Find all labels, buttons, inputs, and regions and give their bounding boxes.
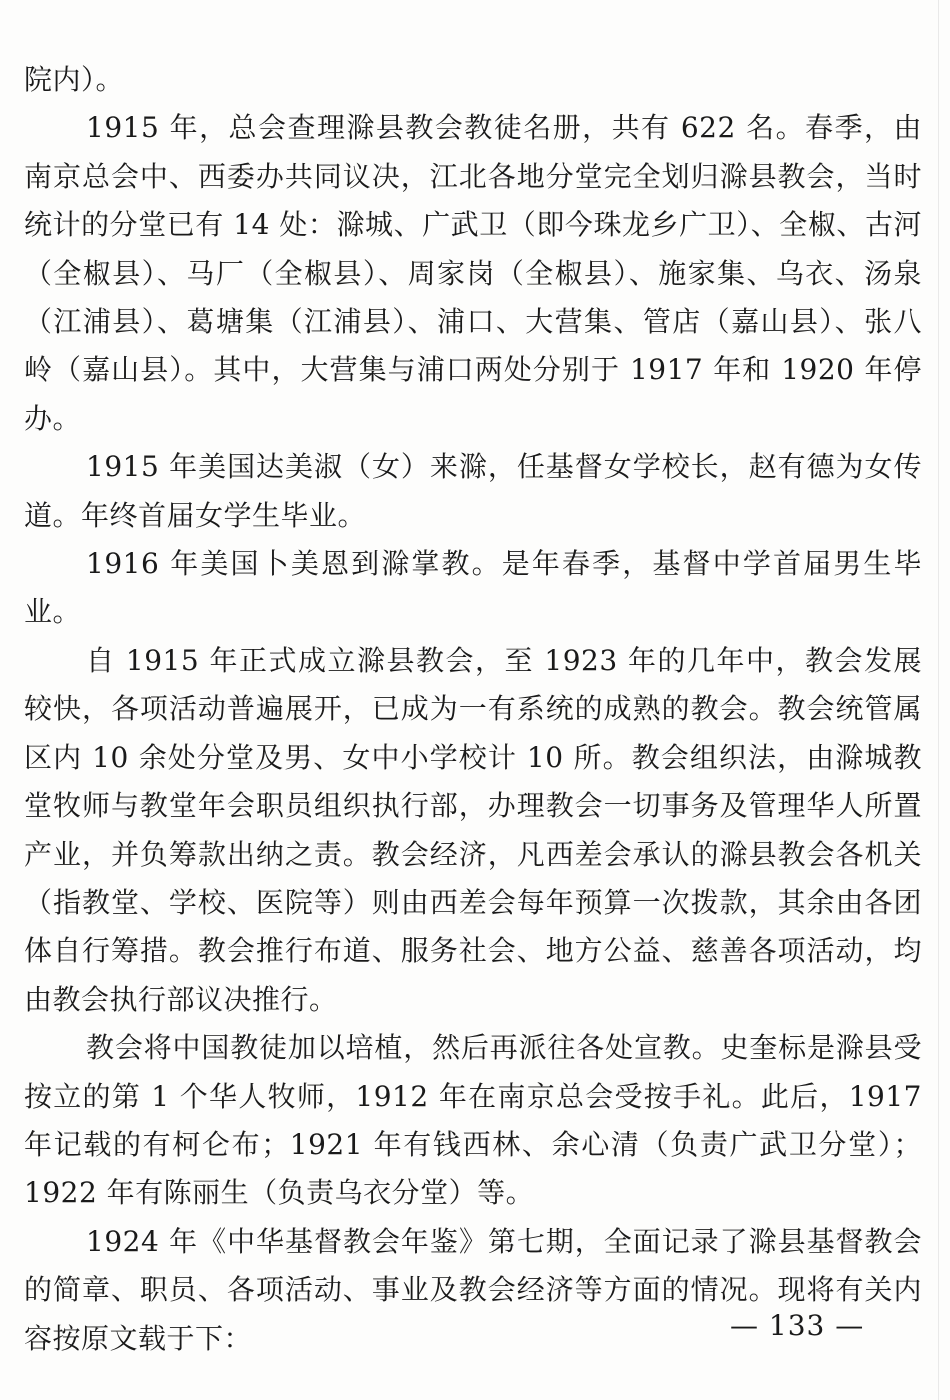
body-text: [24, 56, 922, 1363]
paragraph-continuation: 院内）。: [24, 63, 125, 96]
paragraph-church-organization: 自 1915 年正式成立滁县教会，至 1923 年的几年中，教会发展较快，各项活动普遍展开，已成为一有系统的成熟的教会。教会统管属区内 10 余处分堂及男、女中小学校计 10 所。教会组织法，由滁城教堂牧师与教堂年会职员组织执行部，办理教会一切事务及管理华人所置产业，并负筹款出纳之责。教会经济，凡西差会承认的滁县教会各机关（指教堂、学校、医院等）则由西差会每年预算一次拨款，其余由各团体自行筹措。教会推行布道、服务社会、地方公益、慈善各项活动，均由教会执行部议决推行。: [24, 643, 922, 1016]
paragraph-1916-teacher: 1916 年美国卜美恩到滁掌教。是年春季，基督中学首届男生毕业。: [24, 547, 922, 629]
paragraph-1924-yearbook: 1924 年《中华基督教会年鉴》第七期，全面记录了滁县基督教会的简章、职员、各项活动、事业及教会经济等方面的情况。现将有关内容按原文载于下：: [24, 1224, 922, 1355]
paragraph-1915-girls-school: 1915 年美国达美淑（女）来滁，任基督女学校长，赵有德为女传道。年终首届女学生毕业。: [24, 450, 922, 532]
scan-edge-line: [938, 0, 939, 1400]
page-number: — 133 —: [730, 1309, 865, 1342]
paragraph-chinese-pastors: 教会将中国教徒加以培植，然后再派往各处宣教。史奎标是滁县受按立的第 1 个华人牧师，1912 年在南京总会受按手礼。此后，1917 年记载的有柯仑布；1921 年有钱西林、余心清（负责广武卫分堂）；1922 年有陈丽生（负责乌衣分堂）等。: [24, 1031, 922, 1210]
paragraph-1915-roster: 1915 年，总会查理滁县教会教徒名册，共有 622 名。春季，由南京总会中、西委办共同议决，江北各地分堂完全划归滁县教会，当时统计的分堂已有 14 处：滁城、广武卫（即今珠龙乡广卫）、全椒、古河（全椒县）、马厂（全椒县）、周家岗（全椒县）、施家集、乌衣、汤泉（江浦县）、葛塘集（江浦县）、浦口、大营集、管店（嘉山县）、张八岭（嘉山县）。其中，大营集与浦口两处分别于 1917 年和 1920 年停办。: [24, 111, 922, 435]
